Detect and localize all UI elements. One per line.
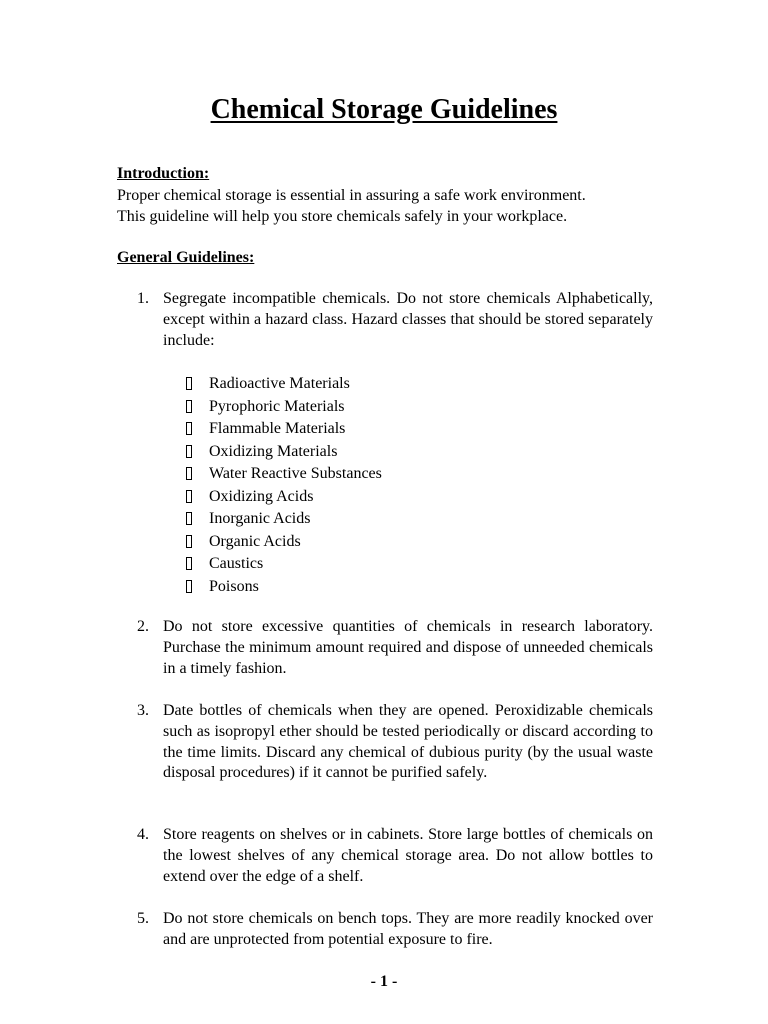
general-guidelines-heading: General Guidelines: xyxy=(117,249,255,266)
bullet-box-icon xyxy=(186,377,192,390)
hazard-class-label: Radioactive Materials xyxy=(209,375,350,392)
hazard-class-label: Inorganic Acids xyxy=(209,510,311,527)
bullet-box-icon xyxy=(186,422,192,435)
guideline-text: Do not store excessive quantities of chemicals in research laboratory. Purchase the minimum amount required and dispose of unneeded chemicals in a timely fashion. xyxy=(163,618,653,677)
introduction-body xyxy=(117,185,657,227)
bullet-box-icon xyxy=(186,512,192,525)
page-title xyxy=(0,92,768,128)
bullet-box-icon xyxy=(186,467,192,480)
page-number: - 1 - xyxy=(370,973,398,990)
guideline-item-3 xyxy=(137,701,653,784)
introduction-heading: Introduction: xyxy=(117,165,210,182)
list-item xyxy=(186,487,486,510)
guideline-number: 1. xyxy=(137,290,149,307)
guideline-number: 2. xyxy=(137,618,149,635)
guideline-number: 3. xyxy=(137,702,149,719)
guideline-item-5 xyxy=(137,909,653,951)
bullet-box-icon xyxy=(186,490,192,503)
guideline-text: Segregate incompatible chemicals. Do not store chemicals Alphabetically, except within a hazard class. Hazard classes that should be stored separately include: xyxy=(163,290,653,349)
bullet-box-icon xyxy=(186,400,192,413)
hazard-class-label: Caustics xyxy=(209,555,264,572)
hazard-class-label: Pyrophoric Materials xyxy=(209,397,345,415)
hazard-class-label: Water Reactive Substances xyxy=(209,465,382,482)
guideline-text: Date bottles of chemicals when they are opened. Peroxidizable chemicals such as isopropyl ether should be tested periodically or discard according to the time limits. Discard any chemical of dubious purity (by the usual waste disposal procedures) if it cannot be purified safely. xyxy=(163,702,653,782)
guideline-number: 4. xyxy=(137,826,149,843)
title-text: Chemical Storage Guidelines xyxy=(210,94,558,125)
guideline-number: 5. xyxy=(137,910,149,927)
list-item xyxy=(186,532,486,555)
list-item xyxy=(186,509,486,532)
guideline-item-4 xyxy=(137,825,653,887)
hazard-class-label: Flammable Materials xyxy=(209,420,346,437)
list-item xyxy=(186,419,486,442)
list-item xyxy=(186,397,486,420)
guideline-item-2 xyxy=(137,617,653,679)
hazard-class-list xyxy=(186,374,486,599)
bullet-box-icon xyxy=(186,557,192,570)
guideline-item-1 xyxy=(137,289,653,351)
introduction-line: Proper chemical storage is essential in assuring a safe work environment. xyxy=(117,187,586,204)
bullet-box-icon xyxy=(186,445,192,458)
list-item xyxy=(186,464,486,487)
introduction-line: This guideline will help you store chemicals safely in your workplace. xyxy=(117,208,568,225)
hazard-class-label: Poisons xyxy=(209,577,259,595)
bullet-box-icon xyxy=(186,535,192,548)
hazard-class-label: Oxidizing Materials xyxy=(209,442,338,460)
hazard-class-label: Oxidizing Acids xyxy=(209,487,314,505)
bullet-box-icon xyxy=(186,580,192,593)
list-item xyxy=(186,554,486,577)
guideline-text: Store reagents on shelves or in cabinets. Store large bottles of chemicals on the lowest shelves of any chemical storage area. Do not allow bottles to extend over the edge of a shelf. xyxy=(163,826,653,885)
list-item xyxy=(186,577,486,600)
list-item xyxy=(186,442,486,465)
guideline-text: Do not store chemicals on bench tops. They are more readily knocked over and are unprotected from potential exposure to fire. xyxy=(163,910,653,948)
list-item xyxy=(186,374,486,397)
hazard-class-label: Organic Acids xyxy=(209,532,301,550)
